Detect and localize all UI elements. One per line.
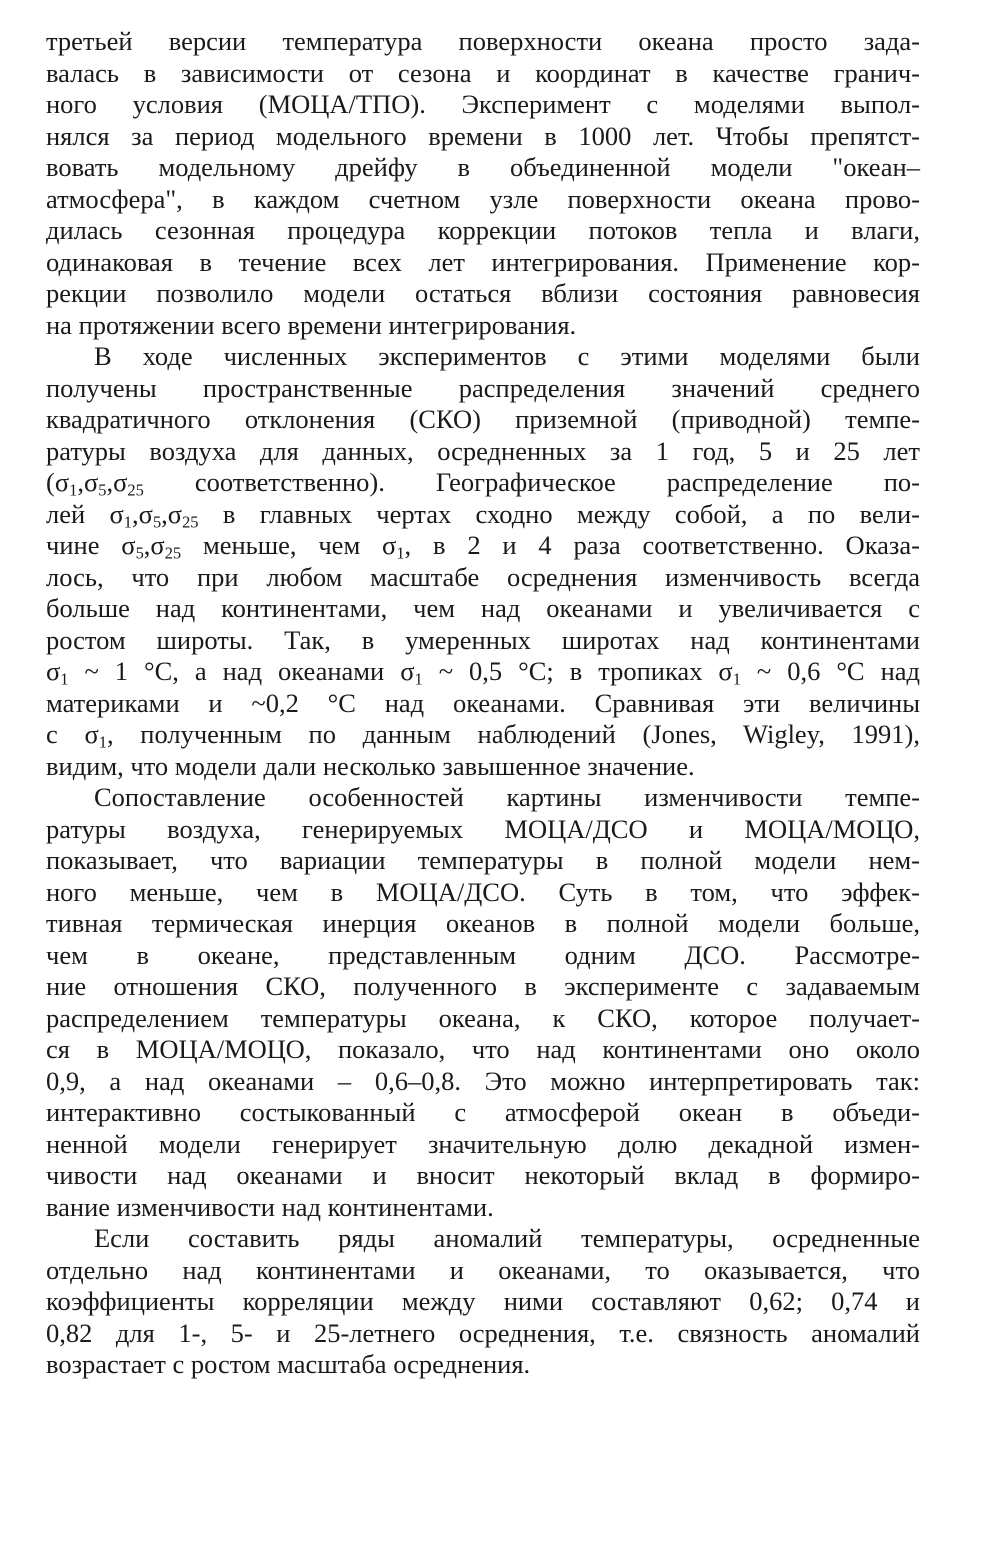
text-line: больше над континентами, чем над океанами и увеличивается с xyxy=(46,593,920,623)
text-line: тивная термическая инерция океанов в полной модели больше, xyxy=(46,908,920,938)
document-page xyxy=(46,26,920,1381)
text-line: дилась сезонная процедура коррекции потоков тепла и влаги, xyxy=(46,215,920,245)
text-line: нялся за период модельного времени в 1000 лет. Чтобы препятст- xyxy=(46,120,920,151)
text-line: интерактивно состыкованный с атмосферой океан в объеди- xyxy=(46,1097,920,1127)
text-line: ние отношения СКО, полученного в эксперименте с задаваемым xyxy=(46,971,920,1001)
text-line: вание изменчивости над континентами. xyxy=(46,1191,494,1222)
text-line: рекции позволило модели остаться вблизи состояния равновесия xyxy=(46,278,920,308)
text-line: третьей версии температура поверхности океана просто зада- xyxy=(46,26,920,56)
text-line: Если составить ряды аномалий температуры, осредненные xyxy=(94,1223,920,1253)
paragraph-2 xyxy=(46,341,920,782)
text-line: материками и ~0,2 °С над океанами. Сравнивая эти величины xyxy=(46,687,920,718)
text-line: ненной модели генерирует значительную долю декадной измен- xyxy=(46,1128,920,1159)
text-line: ратуры воздуха, генерируемых МОЦА/ДСО и МОЦА/МОЦО, xyxy=(46,813,920,844)
text-line: отдельно над континентами и океанами, то оказывается, что xyxy=(46,1254,920,1285)
text-line: квадратичного отклонения (СКО) приземной (приводной) темпе- xyxy=(46,404,920,434)
text-line: коэффициенты корреляции между ними составляют 0,62; 0,74 и xyxy=(46,1286,920,1316)
text-line: лось, что при любом масштабе осреднения изменчивость всегда xyxy=(46,561,920,592)
paragraph-4 xyxy=(46,1223,920,1381)
text-line: ($\sigma_1,\sigma_5,\sigma_{25}$ соответственно). Географическое распределение по- xyxy=(46,467,920,500)
text-line: чине $\sigma_5,\sigma_{25}$ меньше, чем $\sigma_1$, в 2 и 4 раза соответственно. Оказа- xyxy=(46,530,920,563)
text-line: чивости над океанами и вносит некоторый вклад в формиро- xyxy=(46,1160,920,1190)
text-line: Сопоставление особенностей картины изменчивости темпе- xyxy=(94,782,920,812)
text-line: ратуры воздуха для данных, осредненных за 1 год, 5 и 25 лет xyxy=(46,435,920,466)
text-line: показывает, что вариации температуры в полной модели нем- xyxy=(46,845,920,875)
text-line: возрастает с ростом масштаба осреднения. xyxy=(46,1349,531,1379)
text-line: валась в зависимости от сезона и координат в качестве гранич- xyxy=(46,57,920,88)
text-line: В ходе численных экспериментов с этими моделями были xyxy=(94,341,920,371)
text-line: $\sigma_1$ ~ 1 °С, а над океанами $\sigma_1$ ~ 0,5 °С; в тропиках $\sigma_1$ ~ 0,6 °С над xyxy=(46,656,920,689)
text-line: одинаковая в течение всех лет интегрирования. Применение кор- xyxy=(46,246,920,277)
text-line: видим, что модели дали несколько завышенное значение. xyxy=(46,750,695,781)
text-line: на протяжении всего времени интегрирования. xyxy=(46,309,577,340)
text-line: атмосфера", в каждом счетном узле поверхности океана прово- xyxy=(46,183,920,214)
text-line: распределением температуры океана, к СКО, которое получает- xyxy=(46,1002,920,1033)
paragraph-3 xyxy=(46,782,920,1223)
text-line: чем в океане, представленным одним ДСО. Рассмотре- xyxy=(46,939,920,970)
text-line: ного условия (МОЦА/ТПО). Эксперимент с моделями выпол- xyxy=(46,89,920,119)
text-line: вовать модельному дрейфу в объединенной модели "океан– xyxy=(46,152,920,182)
text-line: ного меньше, чем в МОЦА/ДСО. Суть в том, что эффек- xyxy=(46,876,920,907)
text-line: с $\sigma_1$, полученным по данным наблюдений (Jones, Wigley, 1991), xyxy=(46,719,920,752)
text-line: 0,82 для 1-, 5- и 25-летнего осреднения, т.е. связность аномалий xyxy=(46,1317,920,1348)
text-line: получены пространственные распределения значений среднего xyxy=(46,372,920,403)
paragraph-1 xyxy=(46,26,920,341)
text-line: ся в МОЦА/МОЦО, показало, что над континентами оно около xyxy=(46,1034,920,1064)
text-line: лей $\sigma_1,\sigma_5,\sigma_{25}$ в главных чертах сходно между собой, а по вели- xyxy=(46,498,920,532)
text-line: ростом широты. Так, в умеренных широтах над континентами xyxy=(46,624,920,655)
text-line: 0,9, а над океанами – 0,6–0,8. Это можно интерпретировать так: xyxy=(46,1065,920,1096)
